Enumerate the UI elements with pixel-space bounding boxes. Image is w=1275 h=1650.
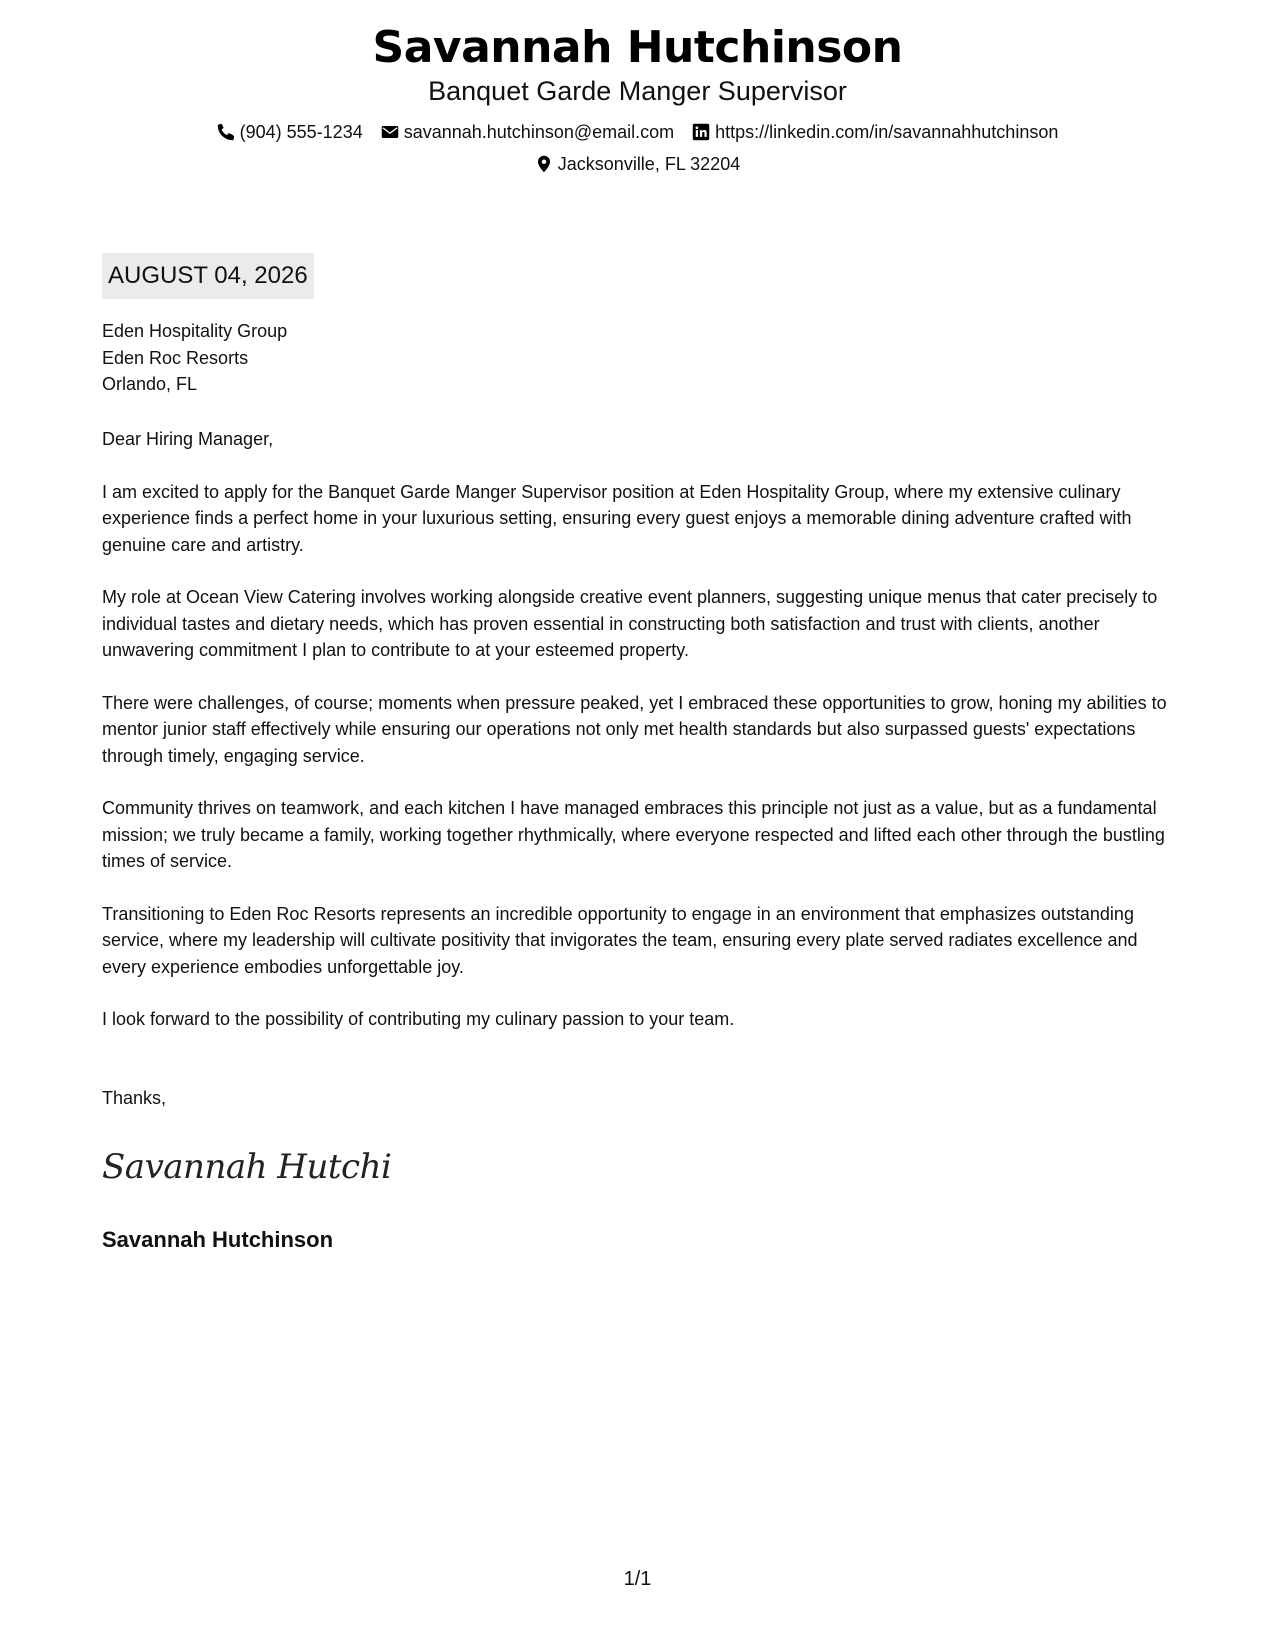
contact-location [535,152,740,176]
salutation: Dear Hiring Manager, [102,429,274,449]
recipient-property: Eden Roc Resorts [102,347,249,368]
body-paragraph: Transitioning to Eden Roc Resorts represents an incredible opportunity to engage in an environment that emphasizes outstanding service, where my leadership will cultivate positivity that invigorates the team, ensuring every plate served radiates excellence and every experience embodies unforgettable joy. [102,903,1138,977]
contact-info-row [0,120,1275,144]
body-paragraph: I am excited to apply for the Banquet Garde Manger Supervisor position at Eden Hospitality Group, where my extensive culinary experience finds a perfect home in your luxurious setting, ensuring every guest enjoys a memorable dining adventure crafted with genuine care and artistry. [102,481,1132,555]
handwritten-signature [100,1140,392,1190]
closing-line: Thanks, [102,1088,167,1108]
letter-header [0,22,1275,176]
phone-icon [217,123,235,141]
signature-script: Savannah Hutchi [102,1147,392,1187]
signed-name: Savannah Hutchinson [102,1227,334,1252]
letter-body [102,426,1172,1059]
linkedin-icon [692,123,710,141]
recipient-city: Orlando, FL [102,374,198,394]
body-paragraph: There were challenges, of course; moments when pressure peaked, yet I embraced these opportunities to grow, honing my abilities to mentor junior staff effectively while ensuring our operations not only met health standards but also surpassed guests' expectations through timely, engaging service. [102,692,1167,766]
contact-linkedin [692,120,1058,144]
body-paragraph: I look forward to the possibility of contributing my culinary passion to your team. [102,1009,735,1029]
email-address[interactable]: savannah.hutchinson@email.com [403,122,675,142]
job-title: Banquet Garde Manger Supervisor [428,76,847,106]
recipient-company: Eden Hospitality Group [102,321,288,341]
location-text: Jacksonville, FL 32204 [557,154,741,174]
contact-phone [217,120,363,144]
recipient-block [102,318,287,398]
location-row [0,152,1275,176]
contact-email [381,120,674,144]
map-pin-icon [535,155,553,173]
envelope-icon [381,123,399,141]
body-paragraph: My role at Ocean View Catering involves working alongside creative event planners, suggesting unique menus that cater precisely to individual tastes and dietary needs, which has proven essential in constructing both satisfaction and trust with clients, another unwavering commitment I plan to contribute to at your esteemed property. [102,587,1158,660]
phone-number: (904) 555-1234 [239,122,363,142]
body-paragraph: Community thrives on teamwork, and each kitchen I have managed embraces this principle not just as a value, but as a fundamental mission; we truly became a family, working together rhythmically, where everyone respected and lifted each other through the bustling times of service. [102,798,1165,871]
applicant-name: Savannah Hutchinson [372,22,903,73]
letter-date: AUGUST 04, 2026 [102,253,314,299]
linkedin-url[interactable]: https://linkedin.com/in/savannahhutchinson [715,122,1059,142]
page-number: 1/1 [623,1568,652,1590]
